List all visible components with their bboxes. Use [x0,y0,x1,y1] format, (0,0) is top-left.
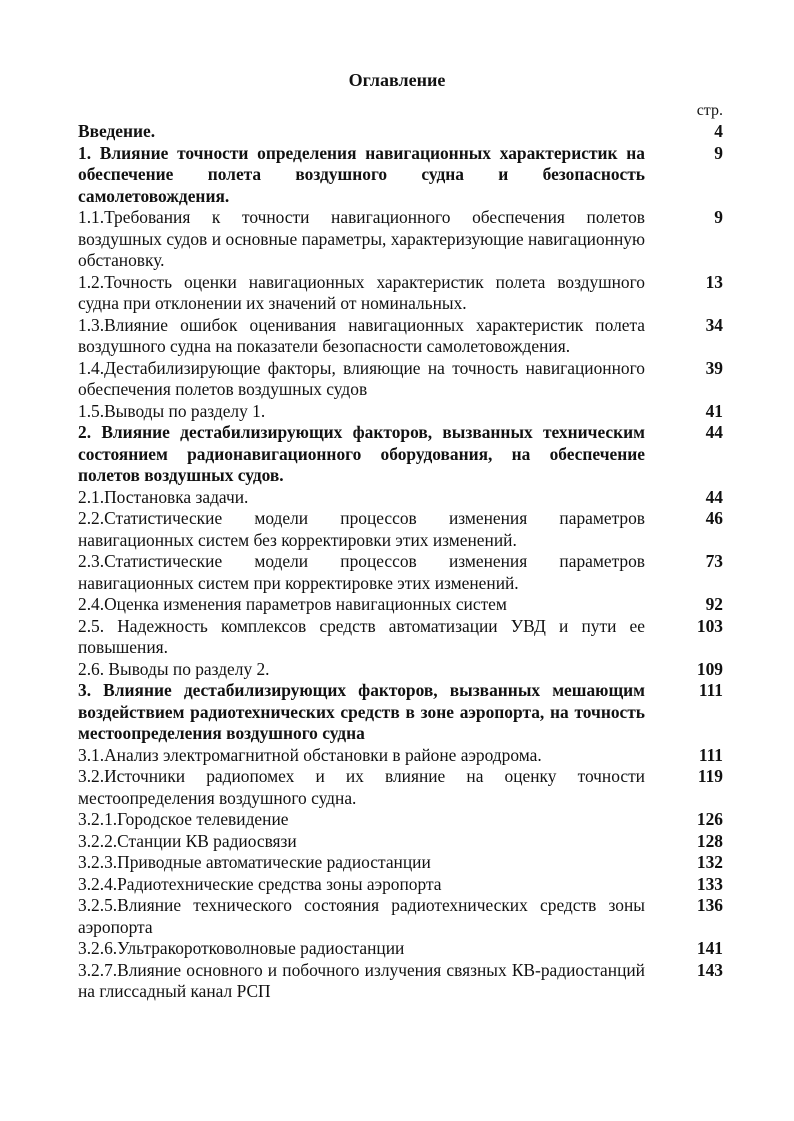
toc-entry-page: 41 [705,400,723,421]
toc-entry-title: 3.2.2.Станции КВ радиосвязи [78,830,297,851]
toc-entry-title: 2.4.Оценка изменения параметров навигационных систем [78,594,507,614]
page-column-header: стр. [696,102,723,119]
toc-entry [78,272,723,315]
toc-entry [78,659,723,681]
toc-entry-page: 44 [705,486,723,507]
toc-entry-page: 9 [714,207,723,227]
toc-entry-title: Введение. [78,121,156,141]
toc-entry [78,852,723,874]
toc-entry-page: 128 [696,830,723,851]
toc-entry-page: 34 [705,314,723,335]
toc-entry-title: 1.4.Дестабилизирующие факторы, влияющие на точность навигационного обеспечения полетов воздушных судов [78,357,645,399]
toc-entry-page: 92 [705,594,723,614]
toc-entry-title: 1.2.Точность оценки навигационных характеристик полета воздушного судна при отклонении их значений от номинальных. [78,271,645,313]
toc-entry [78,121,723,143]
toc-entry-title: 3.2.Источники радиопомех и их влияние на оценку точности местоопределения воздушного судна. [78,766,645,808]
toc-entry [78,895,723,938]
toc-entry-title: 1.5.Выводы по разделу 1. [78,400,266,421]
toc-entry [78,938,723,960]
toc-entry-page: 141 [696,938,723,958]
toc-entry-title: 3.1.Анализ электромагнитной обстановки в районе аэродрома. [78,744,542,765]
toc-entry-title: 1.1.Требования к точности навигационного обеспечения полетов воздушных судов и основные параметры, характеризующие навигационную обстановку. [78,207,645,270]
toc-entry [78,831,723,853]
toc-entry-page: 111 [698,680,723,700]
toc-entry-title: 3.2.5.Влияние технического состояния радиотехнических средств зоны аэропорта [78,895,645,937]
toc-entry-title: 2.6. Выводы по разделу 2. [78,658,270,679]
toc-entry-page: 111 [698,744,723,765]
toc-entry [78,551,723,594]
toc-entry-title: 3.2.6.Ультракоротковолновые радиостанции [78,938,405,958]
toc-entry-page: 143 [696,959,723,980]
toc-entry-title: 2.3.Статистические модели процессов изменения параметров навигационных систем при корректировке этих изменений. [78,551,645,593]
toc-entry-page: 73 [705,551,723,571]
toc-entry-title: 2.5. Надежность комплексов средств автоматизации УВД и пути ее повышения. [78,615,645,657]
toc-entry-title: 2. Влияние дестабилизирующих факторов, вызванных техническим состоянием радионавигационного оборудования, на обеспечение полетов воздушных судов. [78,422,645,485]
toc-entry [78,766,723,809]
toc-entry-title: 2.2.Статистические модели процессов изменения параметров навигационных систем без корректировки этих изменений. [78,508,645,550]
toc-entry [78,422,723,487]
toc-entry [78,809,723,831]
toc-entry [78,874,723,896]
toc-entry-title: 1.3.Влияние ошибок оценивания навигационных характеристик полета воздушного судна на показатели безопасности самолетовождения. [78,314,645,356]
toc-entry [78,680,723,745]
toc-entry [78,960,723,1003]
toc-entry-title: 1. Влияние точности определения навигационных характеристик на обеспечение полета воздушного судна и безопасность самолетовождения. [78,142,645,206]
toc-entry-page: 13 [705,271,723,292]
toc-entry [78,487,723,509]
page-title: Оглавление [348,70,446,90]
toc-entry-page: 136 [696,895,723,915]
toc-entry-title: 3.2.7.Влияние основного и побочного излучения связных КВ-радиостанций на глиссадный канал РСП [78,959,645,1001]
toc-entry [78,358,723,401]
toc-entry-title: 2.1.Постановка задачи. [78,486,249,507]
toc-entry [78,508,723,551]
toc-entry-page: 109 [696,658,723,679]
toc-entry-title: 3.2.3.Приводные автоматические радиостанции [78,852,431,872]
toc-entry [78,401,723,423]
toc-entry-page: 44 [705,422,723,442]
toc-entry [78,207,723,272]
toc-entry-page: 133 [696,873,723,894]
toc-entry-title: 3. Влияние дестабилизирующих факторов, вызванных мешающим воздействием радиотехнических средств в зоне аэропорта, на точность местоопределения воздушного судна [78,680,645,743]
toc-entry [78,594,723,616]
toc-entry-page: 4 [714,121,723,141]
toc-entry-page: 119 [697,766,723,786]
toc-entry [78,745,723,767]
toc-entry-page: 126 [696,809,723,829]
toc-entry-page: 9 [714,142,723,163]
toc-entry-title: 3.2.1.Городское телевидение [78,809,289,829]
toc-entry-page: 46 [705,508,723,528]
toc-entry [78,143,723,208]
toc-entry-page: 103 [696,615,723,636]
toc-entry [78,315,723,358]
toc-entry-title: 3.2.4.Радиотехнические средства зоны аэропорта [78,873,442,894]
table-of-contents [78,121,723,1003]
toc-entry-page: 39 [705,357,723,378]
toc-entry-page: 132 [696,852,723,872]
toc-entry [78,616,723,659]
